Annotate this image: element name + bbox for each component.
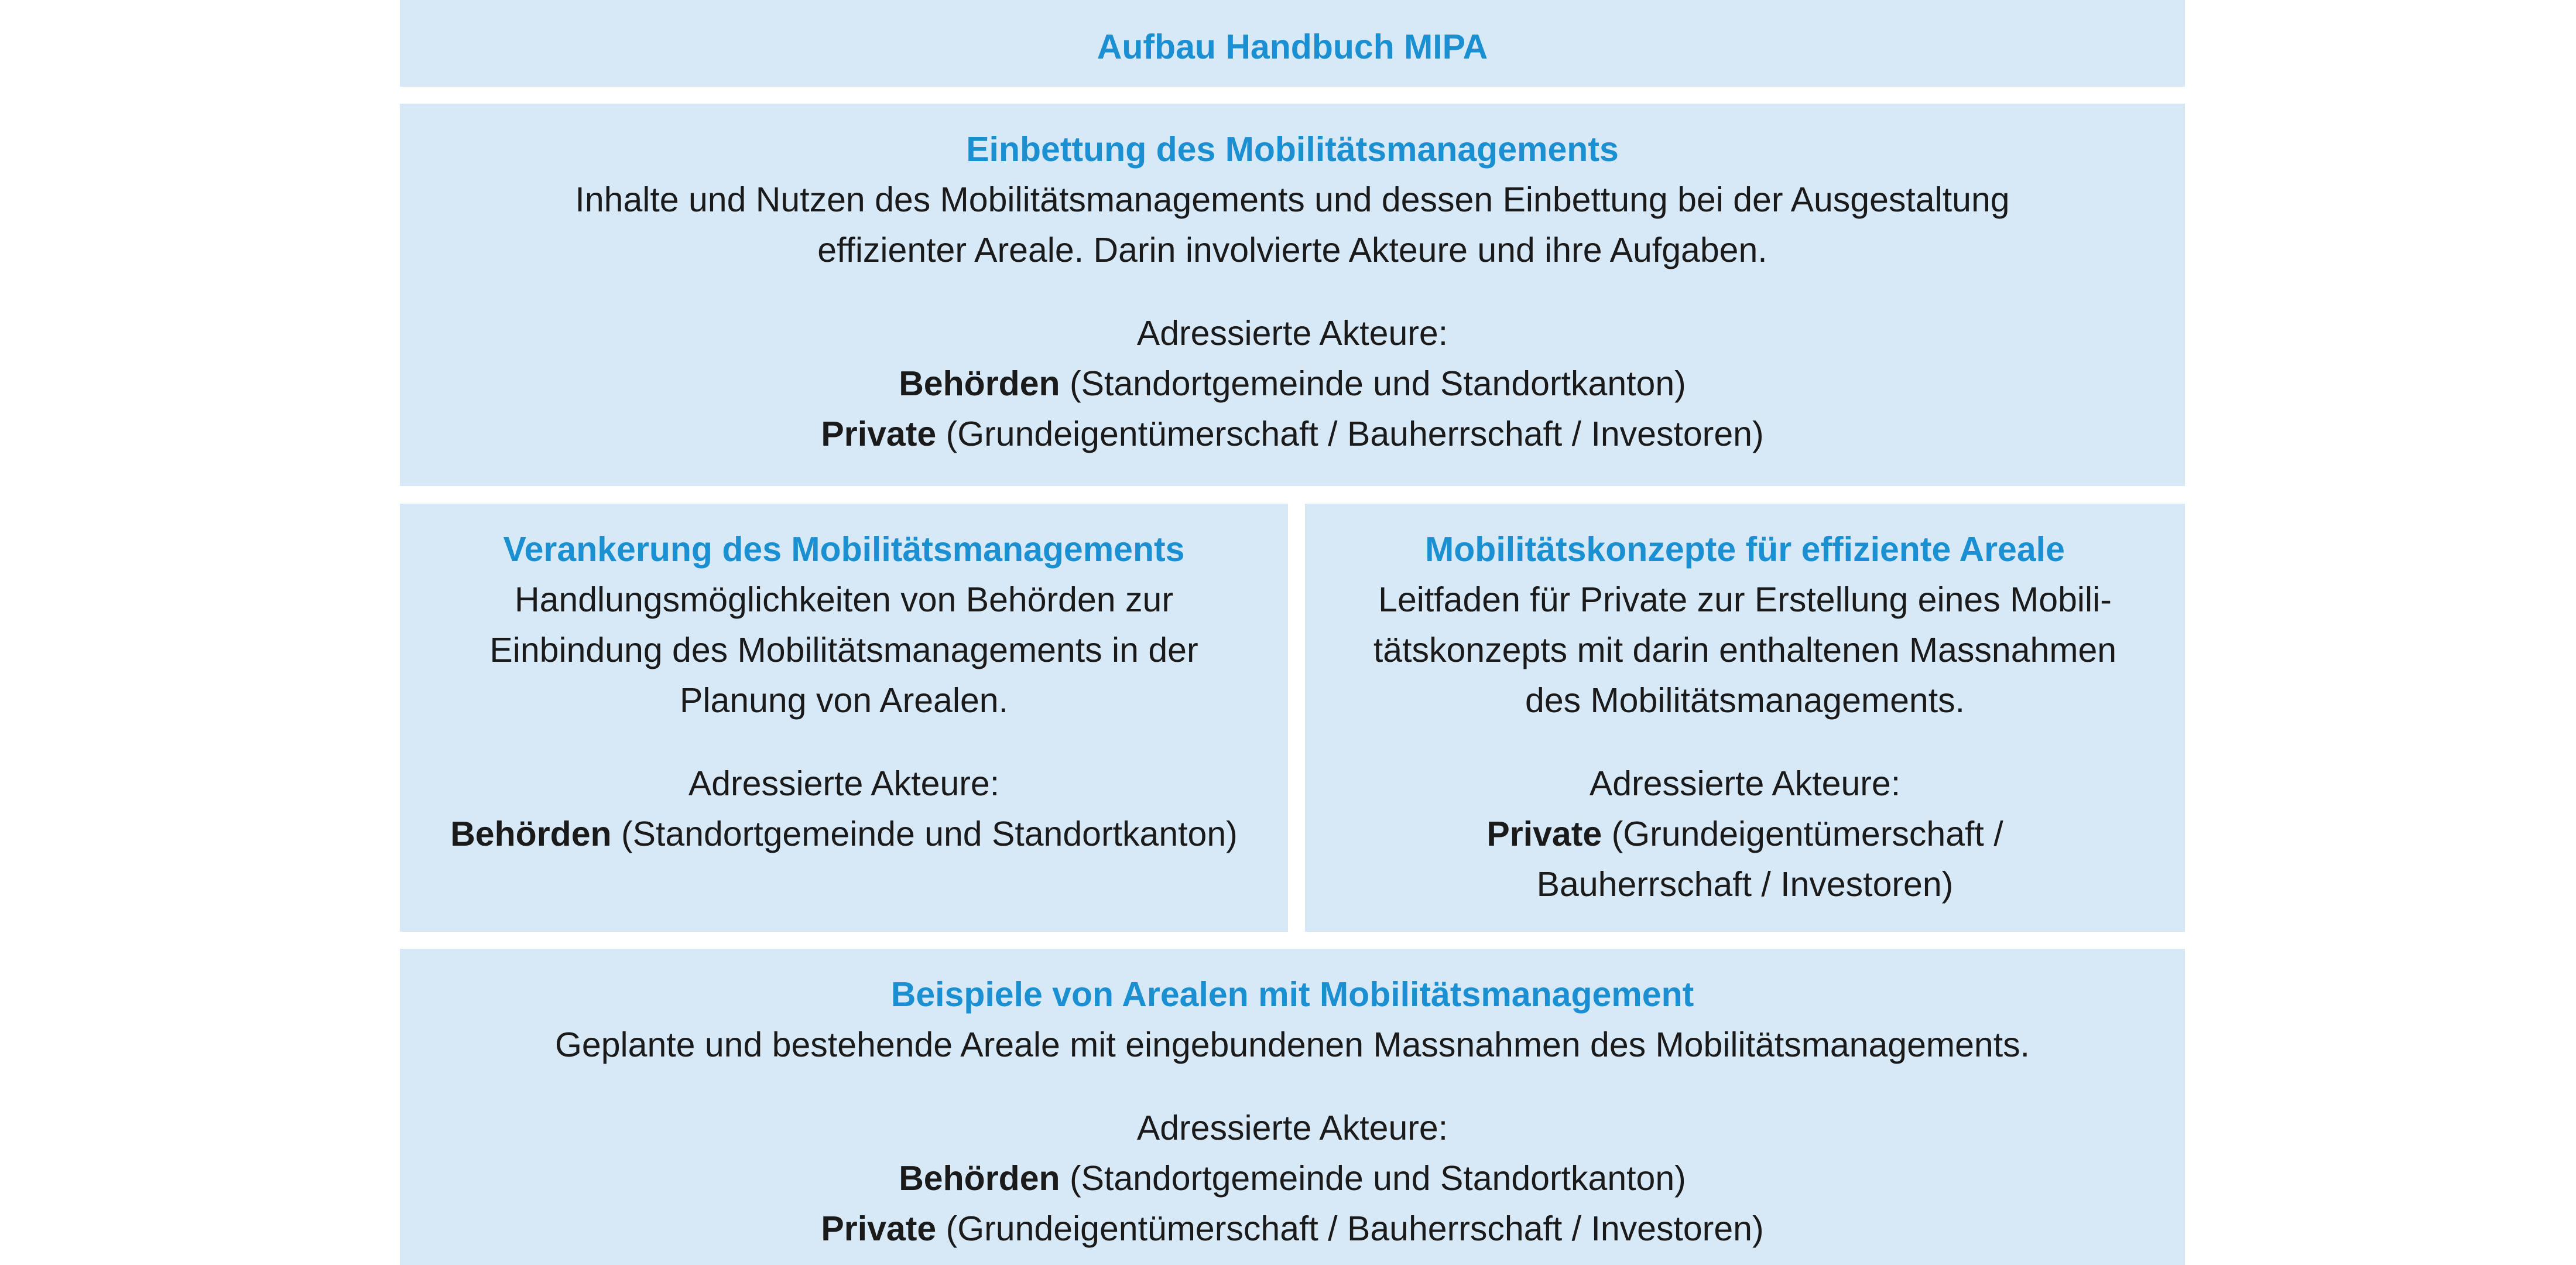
verankerung-box bbox=[400, 504, 1288, 932]
actor-name: Behörden bbox=[899, 1159, 1060, 1198]
einbettung-title: Einbettung des Mobilitätsmanagements bbox=[966, 130, 1619, 169]
einbettung-description-line-2: effizienter Areale. Darin involvierte Akteure und ihre Aufgaben. bbox=[817, 231, 1767, 269]
beispiele-actor-private bbox=[400, 1204, 2185, 1254]
actor-detail: (Grundeigentümerschaft / Bauherrschaft / Investoren) bbox=[936, 1209, 1764, 1248]
actor-name: Private bbox=[821, 415, 937, 453]
einbettung-box bbox=[400, 104, 2185, 486]
beispiele-akteure-label: Adressierte Akteure: bbox=[1136, 1109, 1448, 1147]
konzepte-description-line-1: Leitfaden für Private zur Erstellung eines Mobili- bbox=[1378, 580, 2112, 619]
actor-detail: (Standortgemeinde und Standortkanton) bbox=[1060, 364, 1686, 403]
spacer bbox=[1305, 726, 2185, 758]
beispiele-description-line-1: Geplante und bestehende Areale mit eingebundenen Massnahmen des Mobilitätsmanagements. bbox=[555, 1025, 2030, 1064]
einbettung-description-line-1: Inhalte und Nutzen des Mobilitätsmanagements und dessen Einbettung bei der Ausgestaltung bbox=[575, 180, 2010, 219]
actor-detail: (Standortgemeinde und Standortkanton) bbox=[1060, 1159, 1686, 1198]
actor-detail: (Grundeigentümerschaft / bbox=[1602, 815, 2003, 853]
beispiele-title: Beispiele von Arealen mit Mobilitätsmanagement bbox=[890, 975, 1694, 1014]
actor-detail: (Grundeigentümerschaft / Bauherrschaft / Investoren) bbox=[936, 415, 1764, 453]
verankerung-akteure-label: Adressierte Akteure: bbox=[688, 764, 1000, 803]
konzepte-box bbox=[1305, 504, 2185, 932]
actor-name: Private bbox=[821, 1209, 937, 1248]
konzepte-akteure-label: Adressierte Akteure: bbox=[1589, 764, 1901, 803]
actor-name: Behörden bbox=[899, 364, 1060, 403]
einbettung-actor-private bbox=[400, 409, 2185, 459]
spacer bbox=[400, 275, 2185, 308]
verankerung-description-line-2: Einbindung des Mobilitätsmanagements in der bbox=[489, 631, 1198, 669]
konzepte-title: Mobilitätskonzepte für effiziente Areale bbox=[1425, 530, 2065, 569]
verankerung-description-line-1: Handlungsmöglichkeiten von Behörden zur bbox=[515, 580, 1173, 619]
verankerung-actor-behoerden bbox=[400, 809, 1288, 859]
spacer bbox=[400, 1070, 2185, 1103]
header-box bbox=[400, 0, 2185, 87]
verankerung-title: Verankerung des Mobilitätsmanagements bbox=[503, 530, 1185, 569]
einbettung-akteure-label: Adressierte Akteure: bbox=[1136, 314, 1448, 353]
konzepte-actor-private-continued: Bauherrschaft / Investoren) bbox=[1536, 865, 1954, 904]
konzepte-description-line-3: des Mobilitätsmanagements. bbox=[1525, 681, 1965, 720]
actor-name: Private bbox=[1486, 815, 1602, 853]
actor-detail: (Standortgemeinde und Standortkanton) bbox=[611, 815, 1238, 853]
einbettung-actor-behoerden bbox=[400, 358, 2185, 409]
spacer bbox=[400, 726, 1288, 758]
header-title: Aufbau Handbuch MIPA bbox=[1097, 28, 1488, 66]
konzepte-description-line-2: tätskonzepts mit darin enthaltenen Massnahmen bbox=[1373, 631, 2117, 669]
verankerung-description-line-3: Planung von Arealen. bbox=[680, 681, 1008, 720]
beispiele-actor-behoerden bbox=[400, 1153, 2185, 1204]
konzepte-actor-private bbox=[1305, 809, 2185, 859]
beispiele-box bbox=[400, 949, 2185, 1265]
actor-name: Behörden bbox=[450, 815, 612, 853]
